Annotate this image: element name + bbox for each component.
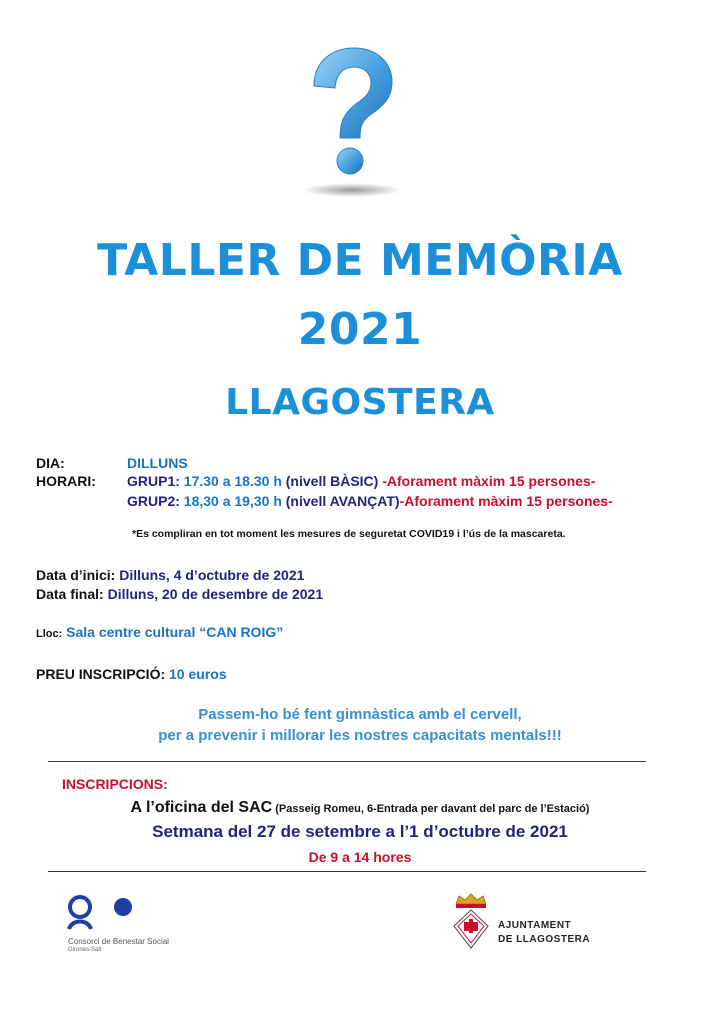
covid-note: *Es compliran en tot moment les mesures de seguretat COVID19 i l’ús de la mascareta.: [132, 528, 566, 540]
start-date-value: Dilluns, 4 d’octubre de 2021: [115, 567, 305, 583]
divider-bottom: [48, 871, 646, 872]
price-row: [36, 666, 227, 682]
divider-top: [48, 761, 646, 762]
registration-week: Setmana del 27 de setembre a l’1 d’octubre de 2021: [152, 822, 568, 841]
horari-label: HORARI:: [36, 473, 96, 489]
office-detail: (Passeig Romeu, 6-Entrada per davant del parc de l’Estació): [272, 803, 590, 815]
grup2-capacity: -Aforament màxim 15 persones-: [399, 493, 613, 509]
place-value: Sala centre cultural “CAN ROIG”: [62, 624, 284, 640]
left-org-line2: Gironès-Salt: [68, 947, 102, 953]
page-title: TALLER DE MEMÒRIA: [97, 235, 623, 286]
start-date-label: Data d’inici:: [36, 567, 116, 583]
slogan-line1: Passem-ho bé fent gimnàstica amb el cervell,: [198, 706, 522, 723]
registration-office: [0, 799, 720, 817]
llagostera-coat-of-arms-icon: [450, 892, 492, 950]
right-org-line2: DE LLAGOSTERA: [498, 934, 591, 945]
title-year: 2021: [297, 304, 423, 355]
grup1-name: GRUP1:: [127, 473, 180, 489]
title-town: LLAGOSTERA: [225, 382, 495, 423]
registration-hours: De 9 a 14 hores: [308, 849, 412, 865]
place-label: Lloc:: [36, 628, 63, 640]
dia-label: DIA:: [36, 455, 65, 471]
place-row: [36, 624, 283, 642]
question-mark-icon: [300, 42, 400, 202]
end-date-value: Dilluns, 20 de desembre de 2021: [103, 586, 324, 602]
consorci-logo-icon: [66, 893, 138, 933]
price-label: PREU INSCRIPCIÓ:: [36, 666, 166, 682]
left-org-line1: Consorci de Benestar Social: [68, 937, 169, 946]
office-main: A l’oficina del SAC: [130, 799, 273, 816]
grup1-time: 17.30 a 18.30 h: [179, 473, 282, 489]
grup2-time: 18,30 a 19,30 h: [179, 493, 282, 509]
end-date-row: [36, 586, 323, 602]
grup1-row: [127, 473, 595, 489]
slogan-line2: per a prevenir i millorar les nostres capacitats mentals!!!: [158, 727, 562, 744]
grup1-level: (nivell BÀSIC): [281, 473, 379, 489]
grup2-row: [127, 493, 613, 509]
end-date-label: Data final:: [36, 586, 104, 602]
grup1-capacity: -Aforament màxim 15 persones-: [378, 473, 596, 489]
price-value: 10 euros: [165, 666, 227, 682]
grup2-name: GRUP2:: [127, 493, 180, 509]
right-org-line1: AJUNTAMENT: [498, 920, 572, 931]
start-date-row: [36, 567, 304, 583]
dia-value: DILLUNS: [127, 455, 188, 471]
grup2-level: (nivell AVANÇAT): [281, 493, 400, 509]
registration-title: INSCRIPCIONS:: [62, 776, 168, 792]
